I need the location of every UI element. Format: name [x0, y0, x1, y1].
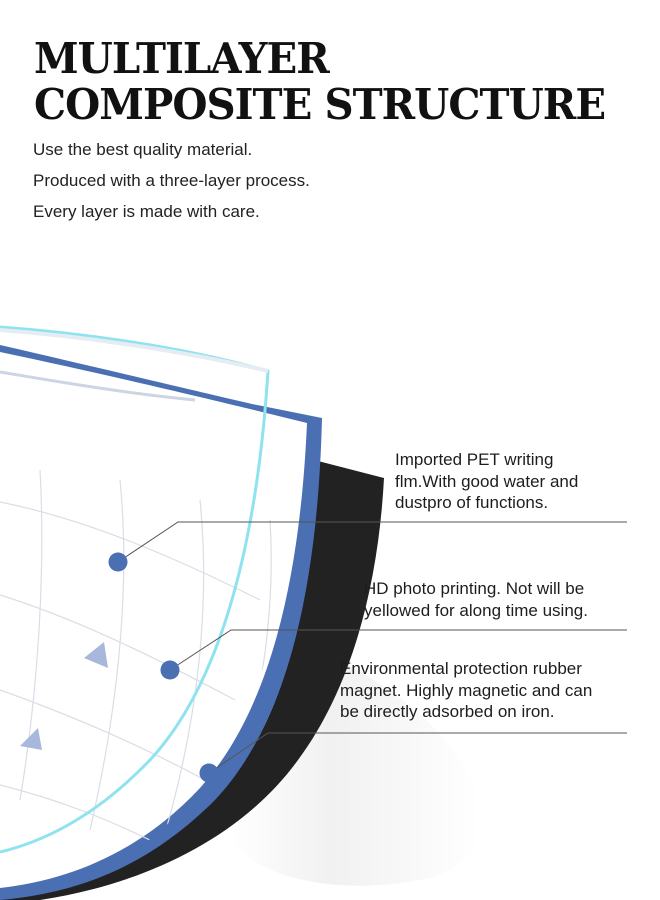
- callout-rubber-magnet: [340, 658, 592, 723]
- intro-line-3: Every layer is made with care.: [33, 202, 260, 221]
- callout-line: magnet. Highly magnetic and can: [340, 680, 593, 700]
- title-line-1: MULTILAYER: [34, 34, 329, 83]
- dot-marker-icon: [161, 661, 180, 680]
- callout-line: yellowed for along time using.: [364, 600, 588, 620]
- dot-marker-icon: [200, 764, 219, 783]
- dot-marker-icon: [109, 553, 128, 572]
- callout-line: Imported PET writing: [395, 450, 554, 469]
- callout-line: Environmental protection rubber: [340, 659, 582, 678]
- callout-pet-film: [395, 449, 578, 514]
- title-line-2: COMPOSITE STRUCTURE: [34, 80, 606, 129]
- callout-line: HD photo printing. Not will be: [364, 579, 585, 598]
- callout-line: flm.With good water and: [395, 471, 579, 491]
- intro-line-2: Produced with a three-layer process.: [33, 171, 310, 190]
- intro-line-1: Use the best quality material.: [33, 140, 253, 159]
- callout-photo-printing: [364, 578, 588, 621]
- callout-line: dustpro of functions.: [395, 493, 549, 512]
- callout-line: be directly adsorbed on iron.: [340, 702, 555, 721]
